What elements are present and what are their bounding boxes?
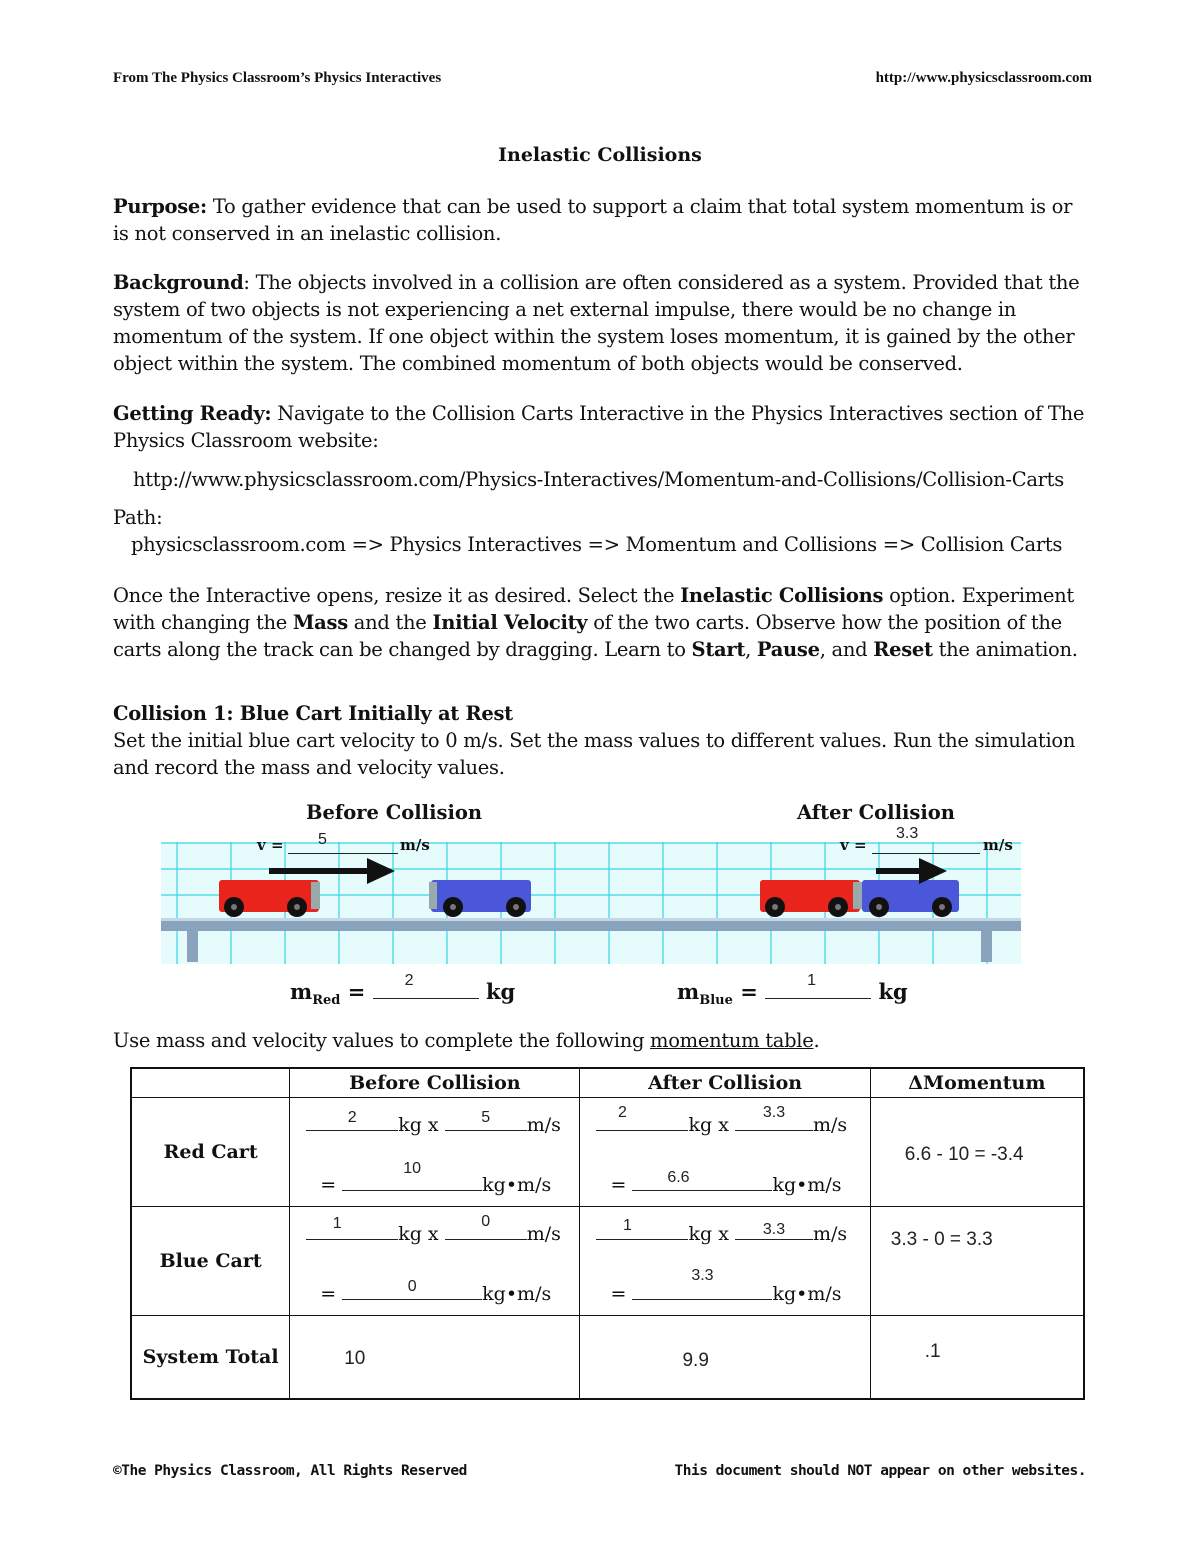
table-intro <box>113 1027 1093 1054</box>
m-blue-eq: = <box>740 979 758 1004</box>
red-before-p: 10 <box>403 1160 422 1177</box>
blue-after-mass: 1 <box>623 1217 632 1234</box>
blue-cart-after-hub-right <box>939 904 945 910</box>
blue-before-mass: 1 <box>332 1215 342 1232</box>
blue-before-kgms: kg•m/s <box>482 1283 552 1305</box>
instr-bold-mass: Mass <box>292 611 348 634</box>
blue-delta: 3.3 - 0 = 3.3 <box>890 1229 993 1250</box>
m-red-blank <box>373 972 479 999</box>
blue-after-p-blank <box>632 1267 772 1300</box>
m-blue-value: 1 <box>807 972 817 989</box>
m-red-symbol: m <box>290 979 313 1004</box>
red-cart-after-hub-left <box>772 904 778 910</box>
red-cart-before-hub-right <box>294 904 300 910</box>
blue-cart-before-bumper <box>429 882 437 909</box>
instr-text-4: of the two carts. Observe how the position of the carts along the track can be changed by dragging. Learn to <box>113 611 1062 661</box>
header-empty <box>131 1068 290 1098</box>
instructions-paragraph <box>113 582 1093 663</box>
table-header-row <box>131 1068 1084 1098</box>
red-before-cell <box>290 1098 580 1207</box>
instr-text-2: option. Experiment with changing the <box>113 584 1074 634</box>
instr-bold-start: Start <box>691 638 746 661</box>
red-after-ms: m/s <box>812 1114 848 1136</box>
m-blue-subscript: Blue <box>699 993 733 1009</box>
m-red-value: 2 <box>404 972 414 989</box>
interactive-url[interactable]: http://www.physicsclassroom.com/Physics-Interactives/Momentum-and-Collisions/Collision-Carts <box>133 468 1064 491</box>
instr-text-7: the animation. <box>932 638 1078 661</box>
blue-cart-before-hub-left <box>450 904 456 910</box>
getting-ready-label: Getting Ready: <box>113 402 272 425</box>
footer-copyright: ©The Physics Classroom, All Rights Reserved <box>113 1463 467 1479</box>
red-before-kgms: kg•m/s <box>482 1174 552 1196</box>
page-title: Inelastic Collisions <box>498 144 702 166</box>
table-intro-end: . <box>813 1029 820 1052</box>
blue-after-ms: m/s <box>812 1223 848 1245</box>
red-after-eq: = <box>610 1174 627 1196</box>
arrow-after-shaft <box>876 868 921 874</box>
header-delta: ΔMomentum <box>870 1068 1084 1098</box>
red-after-p-blank <box>632 1168 772 1191</box>
v-after-value: 3.3 <box>896 825 919 842</box>
path-text: physicsclassroom.com => Physics Interactives => Momentum and Collisions => Collision Carts <box>131 533 1063 556</box>
red-after-mass: 2 <box>618 1104 627 1121</box>
footer-notice: This document should NOT appear on other websites. <box>674 1463 1086 1479</box>
path-label: Path: <box>113 506 163 529</box>
header-source: From The Physics Classroom’s Physics Interactives <box>113 70 442 86</box>
v-before-label: v = <box>257 836 284 854</box>
blue-before-p-blank <box>342 1277 482 1300</box>
purpose-paragraph <box>113 193 1093 247</box>
total-delta-cell <box>870 1316 1084 1400</box>
m-red-eq: = <box>347 979 366 1004</box>
red-after-kgx: kg x <box>688 1114 729 1136</box>
table-row-system-total <box>131 1316 1084 1400</box>
background-paragraph <box>113 269 1093 377</box>
blue-before-eq: = <box>320 1283 337 1305</box>
instr-text-1: Once the Interactive opens, resize it as desired. Select the <box>113 584 681 607</box>
v-after-unit: m/s <box>983 836 1013 854</box>
instr-bold-pause: Pause <box>756 638 820 661</box>
m-red-unit: kg <box>485 979 516 1004</box>
blue-after-kgx: kg x <box>688 1223 729 1245</box>
blue-after-cell <box>580 1207 870 1316</box>
v-after-label: v = <box>840 836 867 854</box>
red-after-vel-blank <box>735 1104 813 1131</box>
red-before-vel-blank <box>445 1108 527 1131</box>
red-before-eq: = <box>320 1174 337 1196</box>
red-before-p-blank <box>342 1160 482 1191</box>
background-label: Background <box>113 271 244 294</box>
arrow-before-shaft <box>269 868 369 874</box>
table-intro-text: Use mass and velocity values to complete the following <box>113 1029 651 1052</box>
header-url: http://www.physicsclassroom.com <box>875 70 1092 86</box>
blue-after-mass-blank <box>596 1217 688 1240</box>
red-after-cell <box>580 1098 870 1207</box>
red-after-vel: 3.3 <box>762 1104 786 1121</box>
total-before: 10 <box>344 1348 366 1369</box>
purpose-label: Purpose: <box>113 195 207 218</box>
blue-before-kgx: kg x <box>398 1223 439 1245</box>
collision1-title: Collision 1: Blue Cart Initially at Rest <box>113 702 513 725</box>
track-highlight <box>161 918 1021 921</box>
blue-after-eq: = <box>610 1283 627 1305</box>
blue-before-ms: m/s <box>526 1223 561 1245</box>
v-before-unit: m/s <box>400 836 430 854</box>
red-delta-cell <box>870 1098 1084 1207</box>
blue-before-vel-blank <box>445 1213 527 1240</box>
before-collision-label: Before Collision <box>306 801 483 824</box>
blue-after-p: 3.3 <box>691 1267 714 1284</box>
red-before-mass-blank <box>306 1108 398 1131</box>
red-delta: 6.6 - 10 = -3.4 <box>904 1144 1024 1165</box>
row-label-red: Red Cart <box>131 1098 290 1207</box>
total-after-cell <box>580 1316 870 1400</box>
instr-text-6: , and <box>819 638 874 661</box>
collision1-section <box>113 700 1093 781</box>
blue-before-vel: 0 <box>481 1213 491 1230</box>
m-blue-unit: kg <box>878 979 908 1004</box>
purpose-text: To gather evidence that can be used to support a claim that total system momentum is or is not conserved in an inelastic collision. <box>113 195 1073 245</box>
m-red-subscript: Red <box>312 993 341 1009</box>
track-leg-left <box>187 931 198 962</box>
blue-after-vel: 3.3 <box>762 1221 786 1238</box>
blue-after-kgms: kg•m/s <box>772 1283 842 1305</box>
getting-ready-text: Navigate to the Collision Carts Interactive in the Physics Interactives section of The Physics Classroom website: <box>113 402 1085 452</box>
red-cart-after-hub-right <box>835 904 841 910</box>
v-before-blank <box>288 831 398 854</box>
blue-before-p: 0 <box>407 1278 417 1295</box>
header-after: After Collision <box>580 1068 870 1098</box>
blue-cart-before-hub-right <box>513 904 519 910</box>
momentum-table <box>130 1067 1085 1400</box>
mass-blue-row <box>677 972 908 1009</box>
red-before-ms: m/s <box>526 1114 561 1136</box>
table-row-blue-cart <box>131 1207 1084 1316</box>
m-blue-blank <box>765 972 871 999</box>
after-collision-label: After Collision <box>797 801 955 824</box>
track-leg-right <box>981 931 992 962</box>
red-cart-before-hub-left <box>231 904 237 910</box>
red-before-vel: 5 <box>481 1109 491 1126</box>
header-before: Before Collision <box>290 1068 580 1098</box>
blue-cart-after-hub-left <box>876 904 882 910</box>
collision-diagram <box>161 842 1021 964</box>
table-row-red-cart <box>131 1098 1084 1207</box>
total-delta: .1 <box>924 1341 941 1362</box>
instr-bold-reset: Reset <box>873 638 933 661</box>
red-cart-after-bumper <box>853 882 862 909</box>
v-after-blank <box>872 825 980 854</box>
instr-bold-inelastic: Inelastic Collisions <box>680 584 884 607</box>
instr-text-5: , <box>745 638 757 661</box>
instr-bold-velocity: Initial Velocity <box>432 611 588 634</box>
blue-delta-cell <box>870 1207 1084 1316</box>
mass-red-row <box>290 972 516 1009</box>
table-intro-link: momentum table <box>650 1029 814 1052</box>
red-before-kgx: kg x <box>398 1114 439 1136</box>
instr-text-3: and the <box>347 611 433 634</box>
collision1-text: Set the initial blue cart velocity to 0 m/s. Set the mass values to different values. Run the simulation and record the mass and velocity values. <box>113 729 1076 779</box>
background-text: : The objects involved in a collision are often considered as a system. Provided that the system of two objects is not experiencing a net external impulse, there would be no change in momentum of the system. If one object within the system loses momentum, it is gained by the other object within the system. The combined momentum of both objects would be conserved. <box>113 271 1080 375</box>
row-label-total: System Total <box>131 1316 290 1400</box>
v-before-value: 5 <box>318 831 327 848</box>
red-after-p: 6.6 <box>667 1169 690 1186</box>
red-after-kgms: kg•m/s <box>772 1174 842 1196</box>
getting-ready-paragraph <box>113 400 1093 454</box>
blue-before-cell <box>290 1207 580 1316</box>
blue-after-vel-blank <box>735 1217 813 1240</box>
red-cart-before-bumper <box>311 882 320 909</box>
total-after: 9.9 <box>682 1350 709 1371</box>
m-blue-symbol: m <box>677 979 700 1004</box>
red-after-mass-blank <box>596 1104 688 1131</box>
total-before-cell <box>290 1316 580 1400</box>
row-label-blue: Blue Cart <box>131 1207 290 1316</box>
red-before-mass: 2 <box>347 1109 357 1126</box>
blue-before-mass-blank <box>306 1217 398 1240</box>
